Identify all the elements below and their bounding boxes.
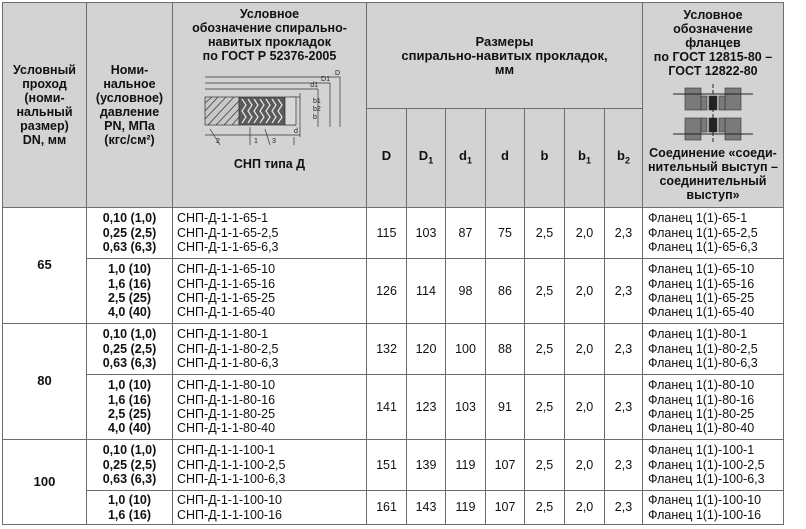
header-dn: Условный проход (номи- нальный размер) DN, мм xyxy=(3,3,87,208)
pressure-cell: 0,10 (1,0) 0,25 (2,5) 0,63 (6,3) xyxy=(87,324,173,375)
header-size-D: D xyxy=(367,109,407,208)
pressure-cell: 0,10 (1,0) 0,25 (2,5) 0,63 (6,3) xyxy=(87,440,173,491)
header-size-D1: $D_1$ xyxy=(407,109,446,208)
dimension-cell: 2,3 xyxy=(605,491,643,525)
header-gasket-designation: Условное обозначение спирально- навитых прокладок по ГОСТ Р 52376-2005 D D1 d1 b2 b b1 d 1 2 3 СНП типа Д xyxy=(173,3,367,208)
gasket-type-label: СНП типа Д xyxy=(233,157,306,171)
dimension-cell: 2,0 xyxy=(565,324,605,375)
dimension-cell: 119 xyxy=(446,491,486,525)
dimension-cell: 2,3 xyxy=(605,208,643,259)
dimension-cell: 107 xyxy=(486,440,525,491)
dimension-cell: 103 xyxy=(407,208,446,259)
dimension-cell: 123 xyxy=(407,375,446,440)
dimension-cell: 120 xyxy=(407,324,446,375)
gasket-designation-cell: СНП-Д-1-1-100-1 СНП-Д-1-1-100-2,5 СНП-Д-1-1-100-6,3 xyxy=(173,440,367,491)
dimension-cell: 2,0 xyxy=(565,375,605,440)
header-size-b1: $b_1$ xyxy=(565,109,605,208)
gasket-designation-cell: СНП-Д-1-1-80-1 СНП-Д-1-1-80-2,5 СНП-Д-1-1-80-6,3 xyxy=(173,324,367,375)
diagram-label-2: 2 xyxy=(215,138,220,145)
dimension-cell: 2,5 xyxy=(525,375,565,440)
header-pn: Номи- нальное (условное) давление PN, МПа (кгс/см²) xyxy=(87,3,173,208)
dimension-cell: 2,0 xyxy=(565,491,605,525)
gasket-designation-cell: СНП-Д-1-1-100-10 СНП-Д-1-1-100-16 xyxy=(173,491,367,525)
dn-cell: 80 xyxy=(3,324,87,440)
diagram-label-d1: d1 xyxy=(309,82,318,89)
gasket-designation-cell: СНП-Д-1-1-65-1 СНП-Д-1-1-65-2,5 СНП-Д-1-1-65-6,3 xyxy=(173,208,367,259)
header-size-b: b xyxy=(525,109,565,208)
dimension-cell: 141 xyxy=(367,375,407,440)
flange-designation-cell: Фланец 1(1)-65-1 Фланец 1(1)-65-2,5 Фланец 1(1)-65-6,3 xyxy=(643,208,784,259)
flange-joint-icon xyxy=(671,82,755,146)
dimension-cell: 2,3 xyxy=(605,375,643,440)
dimension-cell: 2,5 xyxy=(525,208,565,259)
pressure-cell: 1,0 (10) 1,6 (16) 2,5 (25) 4,0 (40) xyxy=(87,259,173,324)
diagram-label-1: 1 xyxy=(253,138,258,145)
dimension-cell: 151 xyxy=(367,440,407,491)
dimension-cell: 2,5 xyxy=(525,324,565,375)
flange-designation-cell: Фланец 1(1)-80-1 Фланец 1(1)-80-2,5 Фланец 1(1)-80-6,3 xyxy=(643,324,784,375)
diagram-label-3: 3 xyxy=(271,138,276,145)
dimension-cell: 115 xyxy=(367,208,407,259)
flange-designation-cell: Фланец 1(1)-80-10 Фланец 1(1)-80-16 Фланец 1(1)-80-25 Фланец 1(1)-80-40 xyxy=(643,375,784,440)
gasket-designation-cell: СНП-Д-1-1-65-10 СНП-Д-1-1-65-16 СНП-Д-1-1-65-25 СНП-Д-1-1-65-40 xyxy=(173,259,367,324)
pressure-cell: 0,10 (1,0) 0,25 (2,5) 0,63 (6,3) xyxy=(87,208,173,259)
table-row xyxy=(3,259,784,324)
dimension-cell: 2,0 xyxy=(565,208,605,259)
dimension-cell: 2,3 xyxy=(605,440,643,491)
diagram-label-b2: b2 xyxy=(312,106,321,113)
dimension-cell: 161 xyxy=(367,491,407,525)
gasket-designation-cell: СНП-Д-1-1-80-10 СНП-Д-1-1-80-16 СНП-Д-1-1-80-25 СНП-Д-1-1-80-40 xyxy=(173,375,367,440)
gasket-spec-table xyxy=(2,2,784,525)
dimension-cell: 143 xyxy=(407,491,446,525)
dimension-cell: 98 xyxy=(446,259,486,324)
pressure-cell: 1,0 (10) 1,6 (16) 2,5 (25) 4,0 (40) xyxy=(87,375,173,440)
header-size-b2: $b_2$ xyxy=(605,109,643,208)
table-row xyxy=(3,491,784,525)
header-size-d: d xyxy=(486,109,525,208)
table-row xyxy=(3,440,784,491)
dimension-cell: 103 xyxy=(446,375,486,440)
dimension-cell: 2,5 xyxy=(525,491,565,525)
pressure-cell: 1,0 (10) 1,6 (16) xyxy=(87,491,173,525)
dimension-cell: 100 xyxy=(446,324,486,375)
dn-cell: 100 xyxy=(3,440,87,525)
dimension-cell: 132 xyxy=(367,324,407,375)
header-flange-designation: Условное обозначение фланцев по ГОСТ 12815-80 – ГОСТ 12822-80 Соединение «соеди- нительный выступ – соединительный выступ» xyxy=(643,3,784,208)
dimension-cell: 2,3 xyxy=(605,259,643,324)
dn-cell: 65 xyxy=(3,208,87,324)
header-sizes: Размеры спирально-навитых прокладок, мм xyxy=(367,3,643,109)
diagram-label-b1: b1 xyxy=(312,98,321,105)
diagram-label-D: D xyxy=(334,70,340,77)
dimension-cell: 2,5 xyxy=(525,440,565,491)
dimension-cell: 75 xyxy=(486,208,525,259)
dimension-cell: 2,0 xyxy=(565,259,605,324)
diagram-label-d: d xyxy=(293,128,298,135)
gasket-cross-section-diagram xyxy=(190,67,350,153)
flange-designation-cell: Фланец 1(1)-100-10 Фланец 1(1)-100-16 xyxy=(643,491,784,525)
dimension-cell: 2,0 xyxy=(565,440,605,491)
dimension-cell: 91 xyxy=(486,375,525,440)
dimension-cell: 2,3 xyxy=(605,324,643,375)
diagram-label-D1: D1 xyxy=(320,76,330,83)
dimension-cell: 139 xyxy=(407,440,446,491)
table-row xyxy=(3,208,784,259)
dimension-cell: 119 xyxy=(446,440,486,491)
dimension-cell: 86 xyxy=(486,259,525,324)
diagram-label-b: b xyxy=(312,114,317,121)
flange-designation-cell: Фланец 1(1)-65-10 Фланец 1(1)-65-16 Фланец 1(1)-65-25 Фланец 1(1)-65-40 xyxy=(643,259,784,324)
table-row xyxy=(3,375,784,440)
dimension-cell: 2,5 xyxy=(525,259,565,324)
table-row xyxy=(3,324,784,375)
dimension-cell: 88 xyxy=(486,324,525,375)
dimension-cell: 107 xyxy=(486,491,525,525)
flange-designation-cell: Фланец 1(1)-100-1 Фланец 1(1)-100-2,5 Фланец 1(1)-100-6,3 xyxy=(643,440,784,491)
dimension-cell: 87 xyxy=(446,208,486,259)
dimension-cell: 126 xyxy=(367,259,407,324)
header-size-d1: $d_1$ xyxy=(446,109,486,208)
dimension-cell: 114 xyxy=(407,259,446,324)
